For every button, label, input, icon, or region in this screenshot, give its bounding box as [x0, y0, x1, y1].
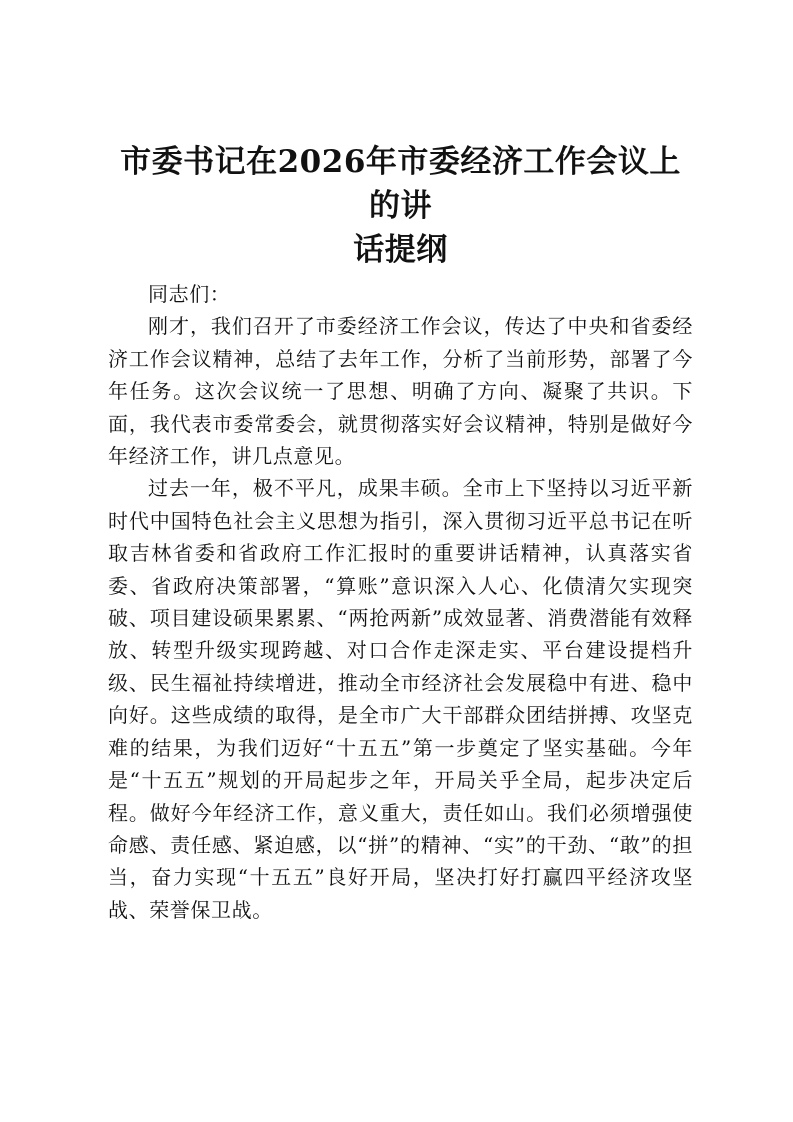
document-content [108, 140, 693, 926]
paragraph-review: 过去一年，极不平凡，成果丰硕。全市上下坚持以习近平新时代中国特色社会主义思想为指引，深入贯彻习近平总书记在听取吉林省委和省政府工作汇报时的重要讲话精神，认真落实省委、省政府决策部署，“算账”意识深入人心、化债清欠实现突破、项目建设硕果累累、“两抢两新”成效显著、消费潜能有效释放、转型升级实现跨越、对口合作走深走实、平台建设提档升级、民生福祉持续增进，推动全市经济社会发展稳中有进、稳中向好。这些成绩的取得，是全市广大干部群众团结拼搏、攻坚克难的结果，为我们迈好“十五五”第一步奠定了坚实基础。今年是“十五五”规划的开局起步之年，开局关乎全局，起步决定后程。做好今年经济工作，意义重大，责任如山。我们必须增强使命感、责任感、紧迫感，以“拼”的精神、“实”的干劲、“敢”的担当，奋力实现“十五五”良好开局，坚决打好打赢四平经济攻坚战、荣誉保卫战。 [108, 476, 693, 922]
title-line-2: 话提纲 [353, 232, 448, 268]
salutation: 同志们： [148, 282, 231, 306]
document-body [108, 278, 693, 926]
document-title [108, 140, 693, 272]
title-line-1: 市委书记在2026年市委经济工作会议上的讲 [120, 144, 681, 224]
paragraph-opening: 刚才，我们召开了市委经济工作会议，传达了中央和省委经济工作会议精神，总结了去年工作，分析了当前形势，部署了今年任务。这次会议统一了思想、明确了方向、凝聚了共识。下面，我代表市委常委会，就贯彻落实好会议精神，特别是做好今年经济工作，讲几点意见。 [108, 314, 693, 469]
